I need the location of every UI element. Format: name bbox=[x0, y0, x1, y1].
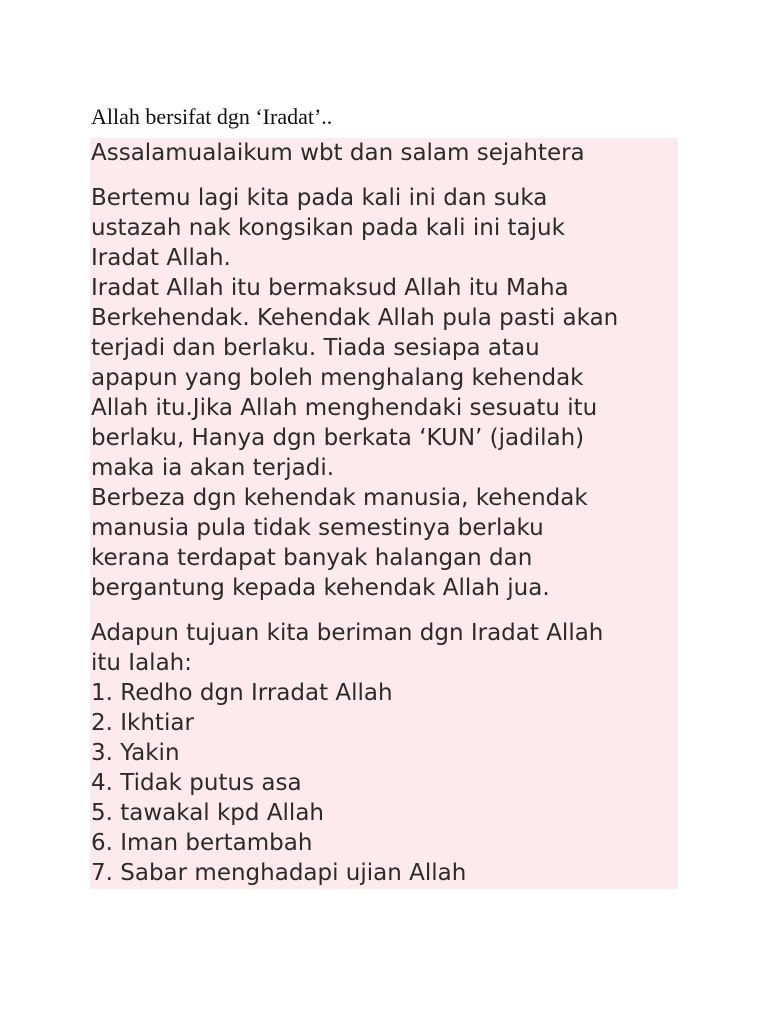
paragraph-spacer bbox=[91, 168, 675, 183]
paragraph-line: kerana terdapat banyak halangan dan bbox=[91, 545, 533, 571]
list-item: 4. Tidak putus asa bbox=[91, 770, 302, 796]
paragraph-line: berlaku, Hanya dgn berkata ‘KUN’ (jadilah) bbox=[91, 425, 585, 451]
list-item: 5. tawakal kpd Allah bbox=[91, 800, 324, 826]
list-item: 1. Redho dgn Irradat Allah bbox=[91, 680, 393, 706]
paragraph-line: Bertemu lagi kita pada kali ini dan suka bbox=[91, 185, 548, 211]
list-item: 6. Iman bertambah bbox=[91, 830, 313, 856]
list-intro-line: Adapun tujuan kita beriman dgn Iradat Allah bbox=[91, 620, 604, 646]
list-item: 3. Yakin bbox=[91, 740, 180, 766]
paragraph-line: apapun yang boleh menghalang kehendak bbox=[91, 365, 584, 391]
list-item: 7. Sabar menghadapi ujian Allah bbox=[91, 860, 467, 886]
document-title: Allah bersifat dgn ‘Iradat’.. bbox=[91, 104, 333, 129]
paragraph-line: Berkehendak. Kehendak Allah pula pasti akan bbox=[91, 305, 619, 331]
list-item: 2. Ikhtiar bbox=[91, 710, 194, 736]
paragraph-line: ustazah nak kongsikan pada kali ini tajuk bbox=[91, 215, 565, 241]
paragraph-line: Iradat Allah itu bermaksud Allah itu Maha bbox=[91, 275, 569, 301]
paragraph-line: maka ia akan terjadi. bbox=[91, 455, 335, 481]
paragraph-line: Iradat Allah. bbox=[91, 245, 231, 271]
document-body bbox=[91, 138, 675, 888]
paragraph-line: manusia pula tidak semestinya berlaku bbox=[91, 515, 544, 541]
paragraph-line: Berbeza dgn kehendak manusia, kehendak bbox=[91, 485, 588, 511]
paragraph-line: bergantung kepada kehendak Allah jua. bbox=[91, 575, 550, 601]
greeting-line: Assalamualaikum wbt dan salam sejahtera bbox=[91, 140, 585, 166]
paragraph-spacer bbox=[91, 603, 675, 618]
paragraph-line: Allah itu.Jika Allah menghendaki sesuatu itu bbox=[91, 395, 598, 421]
paragraph-line: terjadi dan berlaku. Tiada sesiapa atau bbox=[91, 335, 540, 361]
list-intro-line: itu Ialah: bbox=[91, 650, 192, 676]
